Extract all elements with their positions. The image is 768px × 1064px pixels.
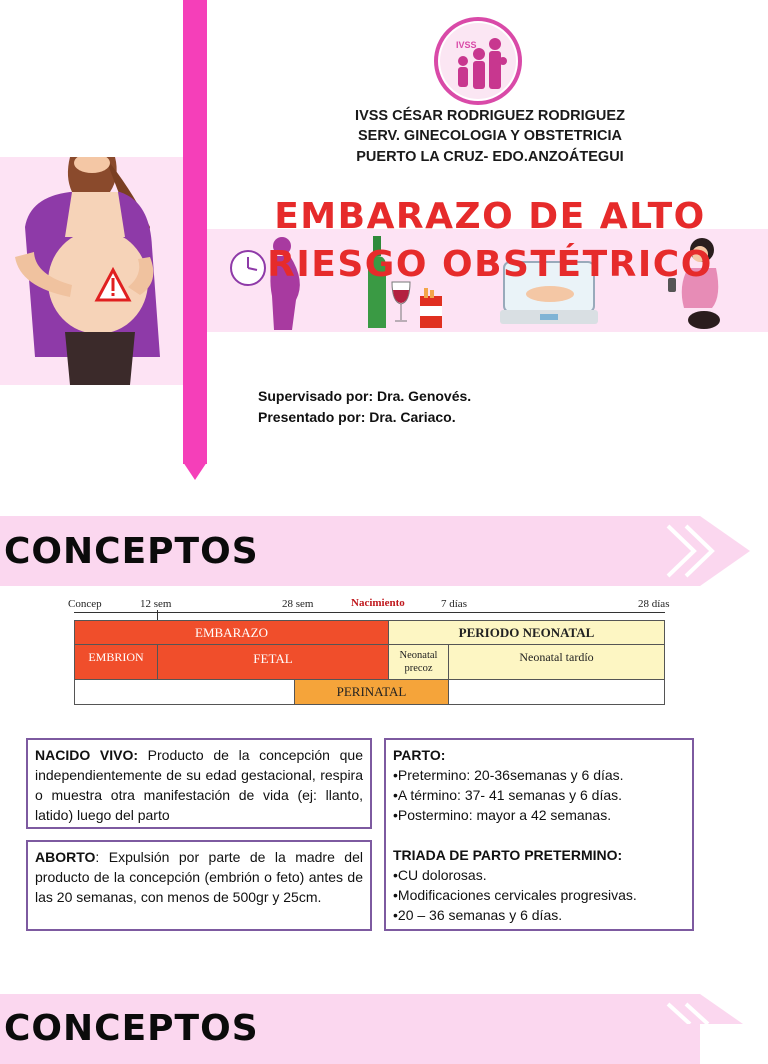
parto-item: •Postermino: mayor a 42 semanas. xyxy=(393,807,612,823)
chevron-arrows-icon xyxy=(650,516,750,586)
tick-12-sem: 12 sem xyxy=(140,598,172,610)
triada-item: •CU dolorosas. xyxy=(393,867,487,883)
org-line-2: SERV. GINECOLOGIA Y OBSTETRICIA xyxy=(357,128,622,144)
nacido-vivo-term: NACIDO VIVO: xyxy=(35,747,138,763)
cell-empty-left xyxy=(74,679,295,705)
timeline-axis xyxy=(74,612,665,613)
org-line-3: PUERTO LA CRUZ- EDO.ANZOÁTEGUI xyxy=(356,149,624,165)
supervisor-credit: Supervisado por: Dra. Genovés. xyxy=(258,388,472,404)
triada-heading: TRIADA DE PARTO PRETERMINO: xyxy=(393,847,623,863)
tick-mark xyxy=(157,610,158,620)
logo-label: IVSS xyxy=(456,40,477,50)
section-heading: CONCEPTOS xyxy=(4,531,259,572)
chevron-arrows-icon xyxy=(650,994,750,1024)
ivss-logo xyxy=(433,16,523,106)
triada-item: •20 – 36 semanas y 6 días. xyxy=(393,907,563,923)
cell-empty-right xyxy=(448,679,665,705)
pregnant-woman-illustration xyxy=(10,157,170,385)
tick-7-dias: 7 días xyxy=(441,598,467,610)
nacido-vivo-box xyxy=(26,738,372,829)
tick-nacimiento: Nacimiento xyxy=(351,597,405,609)
aborto-term: ABORTO xyxy=(35,849,96,865)
cell-fetal: FETAL xyxy=(157,644,389,680)
accent-bar xyxy=(183,0,207,464)
org-line-1: IVSS CÉSAR RODRIGUEZ RODRIGUEZ xyxy=(355,108,625,124)
tick-28-dias: 28 días xyxy=(638,598,670,610)
main-title-line-1: EMBARAZO DE ALTO xyxy=(274,196,706,237)
cell-perinatal: PERINATAL xyxy=(294,679,449,705)
accent-bar-tip xyxy=(183,462,207,480)
cell-neonatal-precoz: Neonatal precoz xyxy=(388,644,449,680)
aborto-box xyxy=(26,840,372,931)
triada-item: •Modificaciones cervicales progresivas. xyxy=(393,887,637,903)
cigarettes-icon xyxy=(418,288,444,330)
main-title-line-2: RIESGO OBSTÉTRICO xyxy=(267,244,713,285)
cell-embrion: EMBRION xyxy=(74,644,158,680)
parto-heading: PARTO: xyxy=(393,747,446,763)
parto-item: •Pretermino: 20-36semanas y 6 días. xyxy=(393,767,624,783)
nacido-vivo-text: Producto de la concepción que independientemente de su edad gestacional, respira o muestra otra manifestación de vida (ej: llanto, latido) luego del parto xyxy=(35,747,363,823)
section-heading-2: CONCEPTOS xyxy=(4,1008,259,1049)
cell-periodo-neonatal: PERIODO NEONATAL xyxy=(388,620,665,645)
presenter-credit: Presentado por: Dra. Cariaco. xyxy=(258,409,456,425)
aborto-text: : Expulsión por parte de la madre del producto de la concepción (embrión o feto) antes de las 20 semanas, con menos de 500gr y 25cm. xyxy=(35,849,363,905)
cell-neonatal-tardio: Neonatal tardío xyxy=(448,644,665,680)
main-title xyxy=(230,193,750,289)
tick-concep: Concep xyxy=(68,598,102,610)
parto-item: •A término: 37- 41 semanas y 6 días. xyxy=(393,787,623,803)
tick-28-sem: 28 sem xyxy=(282,598,314,610)
parto-box xyxy=(384,738,694,931)
cell-embarazo: EMBARAZO xyxy=(74,620,389,645)
